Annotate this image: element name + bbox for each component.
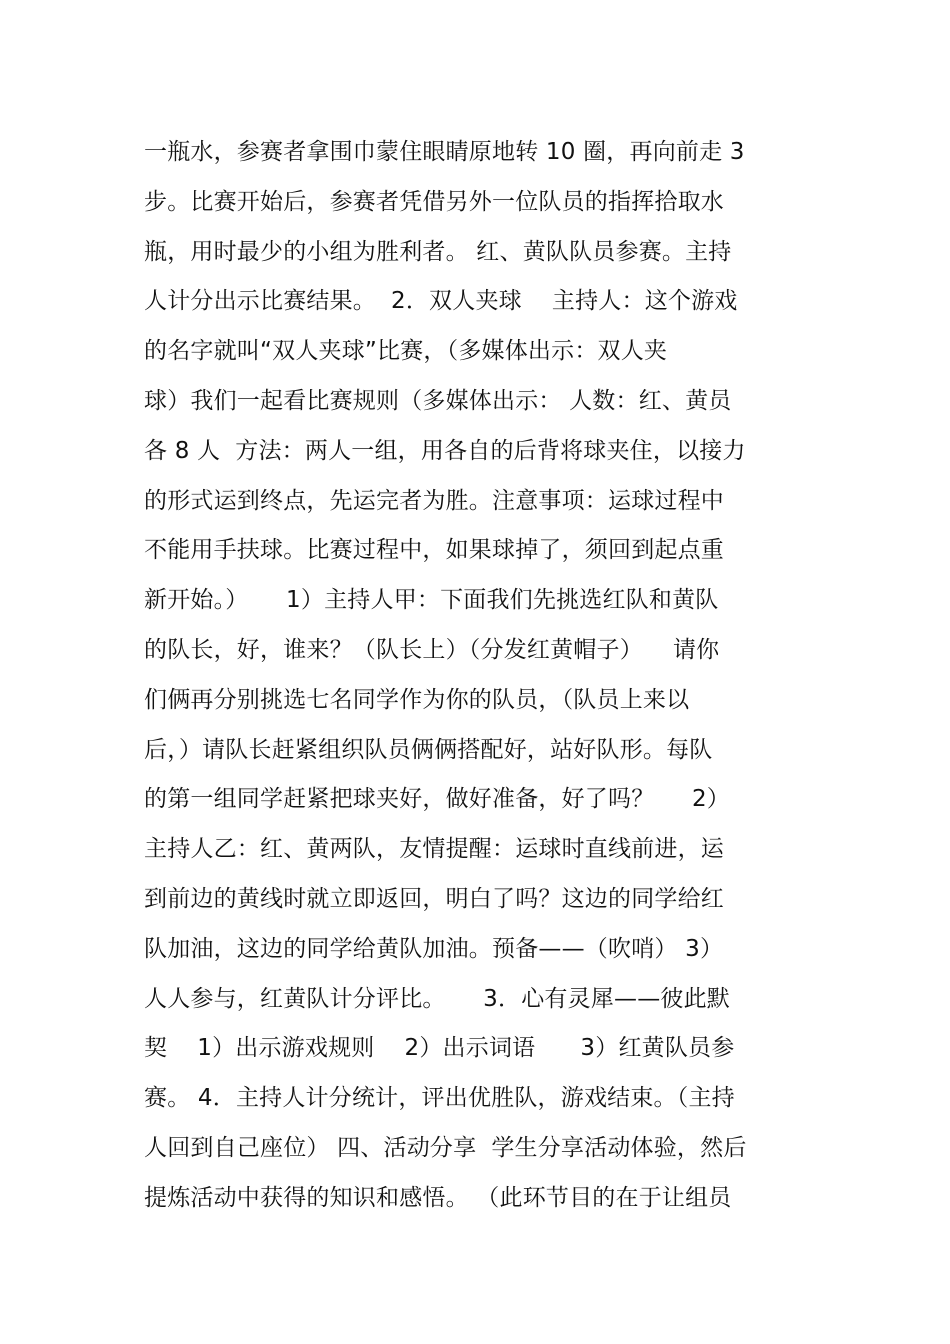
text-line: 赛。 4．主持人计分统计，评出优胜队，游戏结束。（主持 xyxy=(144,1085,735,1112)
text-line: 各 8 人 方法：两人一组，用各自的后背将球夹住，以接力 xyxy=(144,437,746,464)
text-line: 的名字就叫“双人夹球”比赛，（多媒体出示：双人夹 xyxy=(144,338,668,365)
text-line: 步。比赛开始后，参赛者凭借另外一位队员的指挥拾取水 xyxy=(144,188,724,215)
text-line: 的队长，好，谁来？（队长上）（分发红黄帽子） 请你 xyxy=(144,636,720,663)
text-line: 契 1）出示游戏规则 2）出示词语 3）红黄队员参 xyxy=(144,1035,735,1062)
text-line: 队加油，这边的同学给黄队加油。预备——（吹哨） 3） xyxy=(144,935,724,962)
text-line: 球）我们一起看比赛规则（多媒体出示： 人数：红、黄员 xyxy=(144,387,732,414)
text-line: 到前边的黄线时就立即返回，明白了吗？这边的同学给红 xyxy=(144,885,724,912)
text-line: 后，）请队长赶紧组织队员俩俩搭配好，站好队形。每队 xyxy=(144,736,713,763)
text-line: 的形式运到终点，先运完者为胜。注意事项：运球过程中 xyxy=(144,487,724,514)
text-line: 人计分出示比赛结果。 2．双人夹球 主持人：这个游戏 xyxy=(144,288,738,315)
body-text xyxy=(144,128,814,1224)
text-line: 的第一组同学赶紧把球夹好，做好准备，好了吗？ 2） xyxy=(144,786,730,813)
text-line: 一瓶水，参赛者拿围巾蒙住眼睛原地转 10 圈，再向前走 3 xyxy=(144,139,745,165)
text-line: 新开始。） 1）主持人甲：下面我们先挑选红队和黄队 xyxy=(144,587,719,614)
text-line: 人人参与，红黄队计分评比。 3．心有灵犀——彼此默 xyxy=(144,985,730,1012)
text-line: 瓶，用时最少的小组为胜利者。 红、黄队队员参赛。主持 xyxy=(144,238,732,265)
text-line: 不能用手扶球。比赛过程中，如果球掉了，须回到起点重 xyxy=(144,537,724,564)
text-line: 主持人乙：红、黄两队，友情提醒：运球时直线前进，运 xyxy=(144,836,724,863)
text-line: 们俩再分别挑选七名同学作为你的队员，（队员上来以 xyxy=(144,686,690,713)
text-line: 人回到自己座位） 四、活动分享 学生分享活动体验，然后 xyxy=(144,1134,747,1161)
text-line: 提炼活动中获得的知识和感悟。 （此环节目的在于让组员 xyxy=(144,1184,732,1211)
